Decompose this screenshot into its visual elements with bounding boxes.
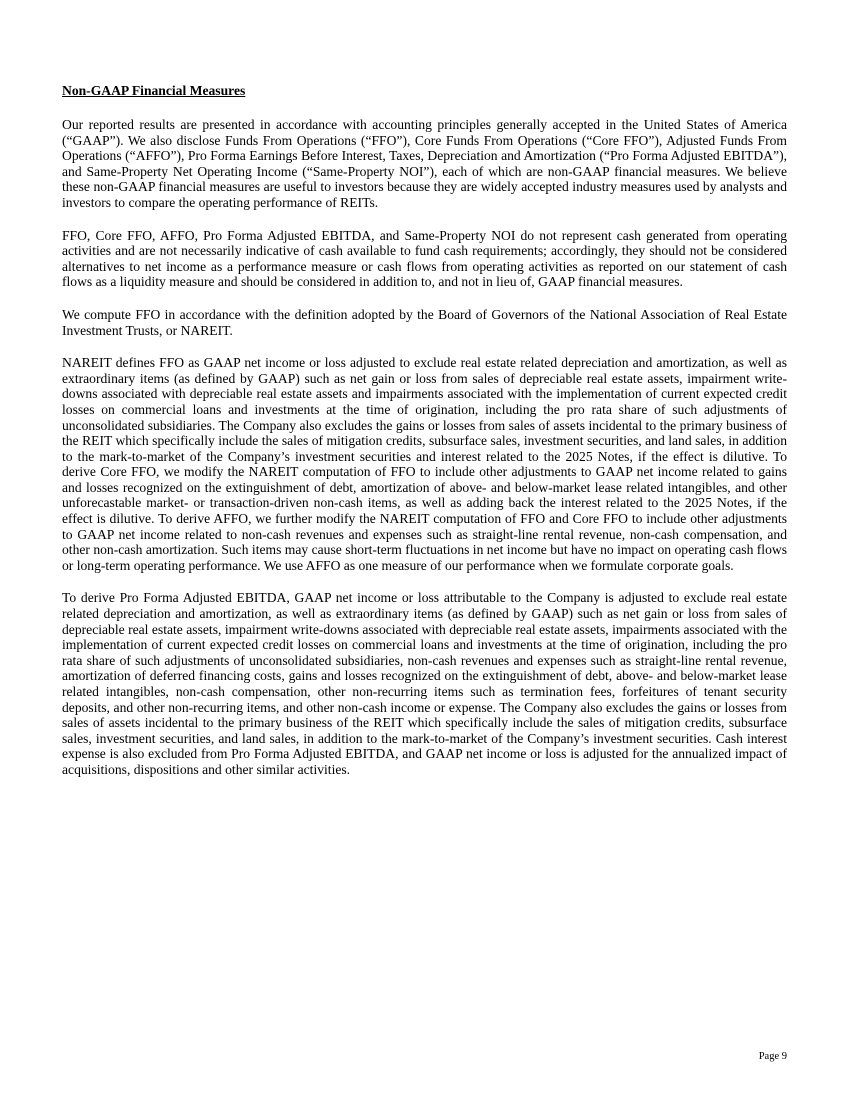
- page-number: Page 9: [758, 1051, 787, 1062]
- paragraph-gaap-overview: Our reported results are presented in accordance with accounting principles generally accepted in the United States of America (“GAAP”). We also disclose Funds From Operations (“FFO”), Core Funds From Operations (“Core FFO”), Adjusted Funds From Operations (“AFFO”), Pro Forma Earnings Before Interest, Taxes, Depreciation and Amortization (“Pro Forma Adjusted EBITDA”), and Same-Property Net Operating Income (“Same-Property NOI”), each of which are non-GAAP financial measures. We believe these non-GAAP financial measures are useful to investors because they are widely accepted industry measures used by analysts and investors to compare the operating performance of REITs.: [62, 117, 787, 210]
- paragraph-ffo-derivation: NAREIT defines FFO as GAAP net income or loss adjusted to exclude real estate related depreciation and amortization, as well as extraordinary items (as defined by GAAP) such as net gain or loss from sales of depreciable real estate assets, impairment write-downs associated with depreciable real estate assets and impairments associated with the implementation of current expected credit losses on commercial loans and investments at the time of origination, including the pro rata share of such adjustments of unconsolidated subsidiaries. The Company also excludes the gains or losses from sales of assets incidental to the primary business of the REIT which specifically include the sales of mitigation credits, subsurface sales, investment securities, and land sales, in addition to the mark-to-market of the Company’s investment securities and interest related to the 2025 Notes, if the effect is dilutive. To derive Core FFO, we modify the NAREIT computation of FFO to include other adjustments to GAAP net income related to gains and losses recognized on the extinguishment of debt, amortization of above- and below-market lease related intangibles, and other unforecastable market- or transaction-driven non-cash items, as well as adding back the interest related to the 2025 Notes, if the effect is dilutive. To derive AFFO, we further modify the NAREIT computation of FFO and Core FFO to include other adjustments to GAAP net income related to non-cash revenues and expenses such as straight-line rental revenue, non-cash compensation, and other non-cash amortization. Such items may cause short-term fluctuations in net income but have no impact on operating cash flows or long-term operating performance. We use AFFO as one measure of our performance when we formulate corporate goals.: [62, 355, 787, 573]
- paragraph-not-cash-generated: FFO, Core FFO, AFFO, Pro Forma Adjusted EBITDA, and Same-Property NOI do not represent cash generated from operating activities and are not necessarily indicative of cash available to fund cash requirements; accordingly, they should not be considered alternatives to net income as a performance measure or cash flows from operating activities as reported on our statement of cash flows as a liquidity measure and should be considered in addition to, and not in lieu of, GAAP financial measures.: [62, 227, 787, 290]
- paragraph-nareit-definition: We compute FFO in accordance with the definition adopted by the Board of Governors of the National Association of Real Estate Investment Trusts, or NAREIT.: [62, 306, 787, 338]
- section-heading: Non-GAAP Financial Measures: [62, 83, 246, 98]
- paragraph-ebitda-derivation: To derive Pro Forma Adjusted EBITDA, GAAP net income or loss attributable to the Company is adjusted to exclude real estate related depreciation and amortization, as well as extraordinary items (as defined by GAAP) such as net gain or loss from sales of depreciable real estate assets, impairment write-downs associated with depreciable real estate assets, impairments associated with the implementation of current expected credit losses on commercial loans and investments at the time of origination, including the pro rata share of such adjustments of unconsolidated subsidiaries, non-cash revenues and expenses such as straight-line rental revenue, amortization of deferred financing costs, gains and losses recognized on the extinguishment of debt, above- and below-market lease related intangibles, non-cash compensation, other non-recurring items such as termination fees, forfeitures of tenant security deposits, and other non-recurring items, and other non-cash income or expense. The Company also excludes the gains or losses from sales of assets incidental to the primary business of the REIT which specifically include the sales of mitigation credits, subsurface sales, investment securities, and land sales, in addition to the mark-to-market of the Company’s investment securities. Cash interest expense is also excluded from Pro Forma Adjusted EBITDA, and GAAP net income or loss is adjusted for the annualized impact of acquisitions, dispositions and other similar activities.: [62, 590, 787, 777]
- document-page: [62, 82, 787, 795]
